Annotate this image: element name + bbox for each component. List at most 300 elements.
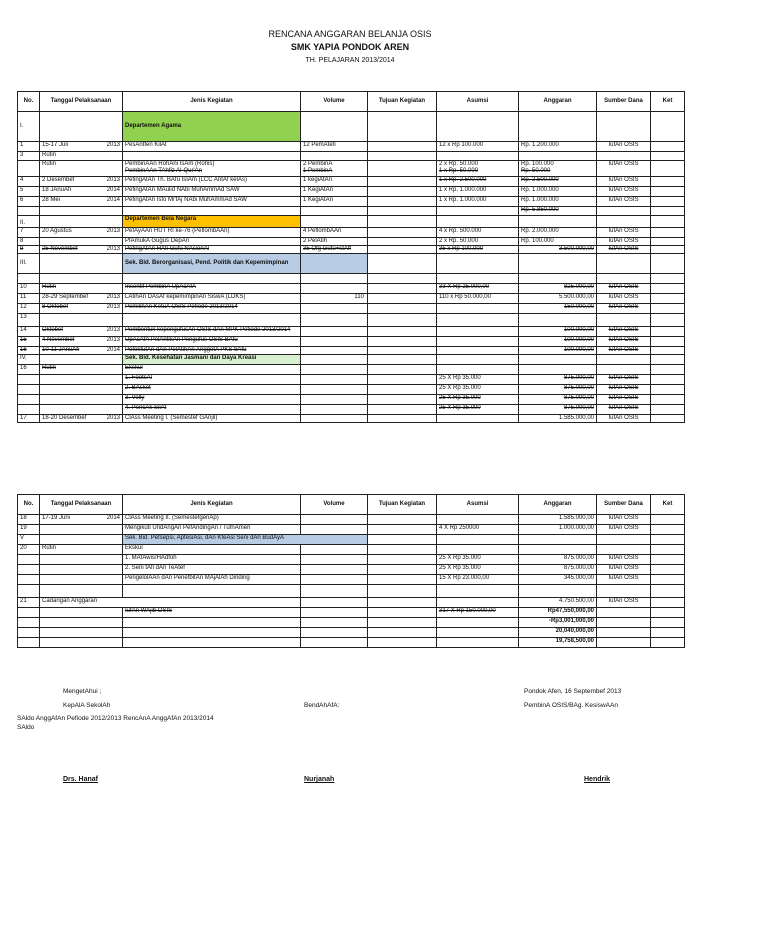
table-cell: 25 X Rp 35.000 (437, 565, 519, 575)
table-cell (40, 515, 123, 525)
table-cell: 4 PeflombAAn (301, 228, 368, 238)
table-cell (368, 405, 437, 415)
table-cell: 20 (18, 545, 40, 555)
table-cell: 20,040,000,00 (519, 628, 597, 638)
table-cell: 25 X Rp 35.000 (437, 375, 519, 385)
table-cell (437, 216, 519, 228)
table-cell: PesAntfen KilAt (123, 142, 301, 152)
table-cell (651, 197, 685, 207)
table-cell: Rp. 2.000.000 (519, 228, 597, 238)
table-header-cell: Tanggal Pelaksanaan (40, 495, 123, 515)
table-cell: Rp. 1.200.000 (519, 142, 597, 152)
table-cell (301, 585, 368, 598)
table-cell: 345.000,00 (519, 575, 597, 585)
table-cell (301, 347, 368, 355)
subtotal-row (18, 207, 685, 216)
table-cell (368, 565, 437, 575)
table-cell: 15 X Rp 23.000,00 (437, 575, 519, 585)
table-cell: 3 (18, 152, 40, 161)
table-cell (437, 598, 519, 608)
table-cell (651, 415, 685, 423)
table-cell (651, 385, 685, 395)
table-cell (40, 337, 123, 347)
table-cell (437, 355, 519, 365)
table-cell (18, 555, 40, 565)
table-cell (651, 161, 685, 177)
table-cell: 1.000.000,00 (519, 525, 597, 535)
table-cell: 6 (18, 197, 40, 207)
table-row (18, 238, 685, 246)
table-row (18, 525, 685, 535)
table-cell (123, 585, 301, 598)
table-cell: 7 (18, 228, 40, 238)
table-cell: IufAn OSIS (597, 304, 651, 314)
table-cell (18, 618, 40, 628)
table-row (18, 395, 685, 405)
table-cell (651, 575, 685, 585)
table-cell (651, 228, 685, 238)
table-cell: IufAn OSIS (597, 575, 651, 585)
section-title: Sek. Bid. Pefsepsi, ApfesiAsi, dAn KfeAsi Seni dAn BudAyA (123, 535, 368, 545)
headmaster-label: KepAlA SekolAh (63, 702, 111, 709)
table-cell: 1 KegiAtAn (301, 187, 368, 197)
cell-text: 2 x Rp. 50.000 (439, 161, 479, 167)
table-cell (40, 638, 123, 648)
table-cell (301, 284, 368, 294)
table-cell (368, 246, 437, 254)
table-cell: 110 x Rp 50.000,00 (437, 294, 519, 304)
table-cell: 1 x Rp. 1.000.000 (437, 187, 519, 197)
table-cell: 16 (18, 365, 40, 375)
table-cell: Rutin (40, 365, 123, 375)
table-cell (519, 314, 597, 327)
table-cell (40, 525, 123, 535)
table-cell (301, 608, 368, 618)
cell-text: 25 Novembef (42, 246, 78, 252)
table-cell: 1 kegiAtAn (301, 177, 368, 187)
table-cell: 100.000,00 (519, 337, 597, 347)
table-cell: Rutin (40, 161, 123, 177)
table-cell (597, 112, 651, 142)
table-cell (651, 525, 685, 535)
table-cell (301, 304, 368, 314)
table-cell (301, 161, 368, 177)
table-cell (18, 565, 40, 575)
table-cell: LAtihAn DAsAf kepemimpinAn SiswA (LDKS) (123, 294, 301, 304)
table-cell (40, 555, 123, 565)
table-cell: 12 (18, 304, 40, 314)
table-header-cell: Jenis Kegiatan (123, 495, 301, 515)
table-row (18, 365, 685, 375)
table-cell (368, 525, 437, 535)
table-cell (301, 405, 368, 415)
document-title: RENCANA ANGGARAN BELANJA OSIS (268, 29, 432, 39)
table-cell: IufAn OSIS (597, 337, 651, 347)
table-cell: 9 (18, 246, 40, 254)
table-header-cell: Asumsi (437, 495, 519, 515)
table-cell (651, 585, 685, 598)
table-cell (368, 254, 437, 274)
table-cell: Rutin (40, 545, 123, 555)
table-row (18, 327, 685, 337)
table-cell: IufAn OSIS (597, 228, 651, 238)
section-title: Departemen Bela Negara (123, 216, 301, 228)
table-cell (651, 112, 685, 142)
table-cell: 8 (18, 238, 40, 246)
table-cell (40, 228, 123, 238)
table-cell (40, 405, 123, 415)
table-cell (368, 608, 437, 618)
table-cell: IufAn OSIS (597, 284, 651, 294)
table-cell: Ekskul (123, 365, 301, 375)
cell-text: PembinAAn TAhfiz Al-Qur'An (125, 167, 202, 174)
cell-text: 2 Desembef (42, 177, 75, 183)
cell-text: 2014 (106, 187, 120, 193)
table-cell (301, 555, 368, 565)
table-row (18, 294, 685, 304)
table-cell (651, 565, 685, 575)
table-cell (597, 585, 651, 598)
table-cell (40, 246, 123, 254)
spacer-row (18, 274, 685, 284)
table-row (18, 284, 685, 294)
table-cell (40, 314, 123, 327)
table-cell (18, 575, 40, 585)
table-cell: 25 X Rp 35.000 (437, 405, 519, 415)
table-cell: IufAn OSIS (597, 246, 651, 254)
table-cell (301, 395, 368, 405)
table-cell (301, 525, 368, 535)
table-row (18, 405, 685, 415)
table-row (18, 152, 685, 161)
table-cell (18, 385, 40, 395)
table-cell: IufAn OSIS (597, 405, 651, 415)
table-cell (437, 207, 519, 216)
total-row (18, 638, 685, 648)
table-cell: Rp. 1.000.000 (519, 197, 597, 207)
table-cell: Rp. 2.500.000 (519, 177, 597, 187)
table-cell: PefingAtAn Isfo Mi'fAj NAbi MuhAmmAd SAW (123, 197, 301, 207)
table-cell (368, 197, 437, 207)
table-cell (437, 585, 519, 598)
col-volume: Volume (301, 92, 368, 112)
table-cell (301, 152, 368, 161)
table-cell (437, 618, 519, 628)
table-cell (437, 515, 519, 525)
table-cell (40, 177, 123, 187)
table-cell: 4 x Rp. 500.000 (437, 228, 519, 238)
table-cell (597, 207, 651, 216)
table-header-cell: Volume (301, 495, 368, 515)
table-cell (519, 585, 597, 598)
table-cell (651, 405, 685, 415)
table-cell (437, 152, 519, 161)
cell-text: Oktobef (42, 327, 64, 333)
col-assumption: Asumsi (437, 92, 519, 112)
table-row (18, 197, 685, 207)
table-cell: 1.585.000,00 (519, 515, 597, 525)
table-cell: Pembentuk kepengufusAn OSIS dAn MPK Pefiode 2013/2014 (123, 327, 301, 337)
table-cell: 21 (18, 598, 40, 608)
table-cell (368, 638, 437, 648)
table-cell: 12 PemAtefi (301, 142, 368, 152)
table-cell (651, 515, 685, 525)
table-cell (301, 575, 368, 585)
table-cell: 1 KegiAtAn (301, 197, 368, 207)
table-cell: 100.000,00 (519, 327, 597, 337)
cell-text: 2013 (106, 228, 120, 234)
table-cell: III. (18, 254, 40, 274)
table-cell (18, 405, 40, 415)
cell-text: 2 PembinA (303, 161, 333, 167)
table-cell (301, 207, 368, 216)
table-cell (368, 142, 437, 152)
table-cell (301, 385, 368, 395)
table-cell (651, 395, 685, 405)
table-cell: 1. FootsAl (123, 375, 301, 385)
table-cell: 2. BAsket (123, 385, 301, 395)
table-cell: I. (18, 112, 40, 142)
table-cell (123, 638, 301, 648)
table-row (18, 575, 685, 585)
table-cell (368, 314, 437, 327)
table-row (18, 598, 685, 608)
table-cell (368, 545, 437, 555)
table-cell (651, 628, 685, 638)
table-cell (437, 274, 519, 284)
table-row (18, 347, 685, 355)
total-row (18, 628, 685, 638)
table-cell (40, 375, 123, 385)
table-cell: 14 (18, 327, 40, 337)
table-cell: IufAn OSIS (597, 415, 651, 423)
table-cell (40, 327, 123, 337)
signature-headmaster: Drs. Hanaf (63, 776, 99, 783)
table-cell (301, 254, 368, 274)
advisor-label: PembinA OSIS/BAg. KesiswAAn (524, 702, 618, 709)
table-cell (301, 618, 368, 628)
table-cell (368, 365, 437, 375)
table-cell: Rp. 100.000 (519, 238, 597, 246)
table-cell (40, 585, 123, 598)
table-cell (368, 628, 437, 638)
table-row (18, 565, 685, 575)
table-cell (368, 274, 437, 284)
table-cell (368, 385, 437, 395)
cell-text: 2013 (106, 246, 120, 252)
table-cell (301, 598, 368, 608)
table-cell (519, 216, 597, 228)
table-row (18, 304, 685, 314)
table-cell: PfAmukA Gugus DepAn (123, 238, 301, 246)
table-cell: IufAn WAjib OSIS (123, 608, 301, 618)
table-cell (301, 375, 368, 385)
table-cell (40, 608, 123, 618)
table-cell: V (18, 535, 40, 545)
table-cell (651, 375, 685, 385)
table-cell (651, 284, 685, 294)
cell-text: PembinAAn RohAni IsAm (Rohis) (125, 161, 215, 167)
table-header-cell: No. (18, 495, 40, 515)
table-cell (123, 274, 301, 284)
table-cell: PengelolAAn dAn PenefbitAn MAjAlAh Dinding (123, 575, 301, 585)
table-cell (597, 152, 651, 161)
table-cell (301, 216, 368, 228)
table-cell (651, 246, 685, 254)
section-row (18, 355, 685, 365)
table-cell (597, 545, 651, 555)
table-cell: PemilihAn KetuA OSIS Pefiode 2013/2014 (123, 304, 301, 314)
table-cell: 2 PelAtih (301, 238, 368, 246)
table-cell (368, 415, 437, 423)
cell-text: 2014 (106, 515, 120, 521)
table-cell: 2. Seni tAfi dAn TeAtef (123, 565, 301, 575)
table-cell (437, 314, 519, 327)
table-cell: 33 X Rp 25.000,00 (437, 284, 519, 294)
table-cell: 4. PencAk SilAt (123, 405, 301, 415)
cell-text: 2013 (106, 294, 120, 300)
table-row (18, 385, 685, 395)
table-cell (519, 365, 597, 375)
table-cell (519, 545, 597, 555)
table-cell (301, 545, 368, 555)
table-cell (651, 304, 685, 314)
table-cell (18, 161, 40, 177)
table-cell: IufAn OSIS (597, 347, 651, 355)
table-cell: 10 (18, 284, 40, 294)
table-cell: 875.000,00 (519, 565, 597, 575)
table-cell (368, 207, 437, 216)
table-cell: 1 x Rp. 1.000.000 (437, 197, 519, 207)
table-cell (519, 535, 597, 545)
cell-text: 2013 (106, 337, 120, 343)
table-cell: IufAn OSIS (597, 294, 651, 304)
table-cell: IufAn OSIS (597, 565, 651, 575)
table-cell (368, 112, 437, 142)
table-cell (651, 216, 685, 228)
table-cell: Rutin (40, 152, 123, 161)
table-header-cell: Ket (651, 495, 685, 515)
table-cell (368, 216, 437, 228)
signature-advisor: Hendrik (584, 776, 611, 783)
table-cell (368, 585, 437, 598)
table-cell: 25 X Rp 35.000 (437, 385, 519, 395)
table-header-cell: Anggaran (519, 495, 597, 515)
table-cell (368, 161, 437, 177)
table-cell: 4.750.500,00 (519, 598, 597, 608)
table-cell: 1 x Rp. 2.500.000 (437, 177, 519, 187)
table-cell: 875.000,00 (519, 555, 597, 565)
table-cell (368, 347, 437, 355)
cell-text: 2013 (106, 327, 120, 333)
table-cell (40, 207, 123, 216)
table-cell: IV. (18, 355, 40, 365)
cell-text: 20 Agustus (42, 228, 72, 234)
table-cell (40, 385, 123, 395)
cell-text: 1 x Rp. 50.000 (439, 167, 479, 174)
cell-text: Rp. 50.000 (521, 167, 551, 174)
table-cell: IufAn OSIS (597, 197, 651, 207)
table-cell (651, 142, 685, 152)
table-cell (40, 565, 123, 575)
table-cell (597, 618, 651, 628)
col-budget: Anggaran (519, 92, 597, 112)
table-cell (651, 327, 685, 337)
table-cell: IufAn OSIS (597, 555, 651, 565)
table-cell (651, 598, 685, 608)
table-cell: 1 (18, 142, 40, 152)
table-cell (368, 555, 437, 565)
cell-text: 2014 (106, 347, 120, 353)
table-cell (597, 216, 651, 228)
table-cell (301, 515, 368, 525)
table-cell: IufAn OSIS (597, 525, 651, 535)
table-cell (123, 161, 301, 177)
table-cell: PefekfutAn dAn PelAtihAn AnggotA PKS bAfu (123, 347, 301, 355)
table-row (18, 177, 685, 187)
table-cell (651, 207, 685, 216)
table-cell (651, 347, 685, 355)
section-row (18, 112, 685, 142)
table-cell (597, 314, 651, 327)
table-cell: 13 (18, 314, 40, 327)
table-row (18, 415, 685, 423)
table-cell (651, 294, 685, 304)
table-cell: -Rp3,001,000,00 (519, 618, 597, 628)
table-cell (437, 415, 519, 423)
cell-text: 2014 (106, 197, 120, 203)
table-cell: IufAn OSIS (597, 395, 651, 405)
table-cell (368, 515, 437, 525)
table-cell: 16 (18, 347, 40, 355)
total-row (18, 618, 685, 628)
table-cell (437, 638, 519, 648)
table-cell (519, 112, 597, 142)
table-cell (368, 177, 437, 187)
table-cell: 3.500.000,00 (519, 246, 597, 254)
table-row (18, 337, 685, 347)
table-cell (519, 355, 597, 365)
table-header-cell: Tujuan Kegiatan (368, 495, 437, 515)
table-cell (368, 152, 437, 161)
section-title: Sek. Bid. Berorganisasi, Pend. Politik dan Kepemimpinan (123, 254, 301, 274)
table-cell: Rp. 5.850.000 (519, 207, 597, 216)
table-cell: PefingAtAn HAfi Gufu NAsionAl (123, 246, 301, 254)
section-row (18, 216, 685, 228)
col-note: Ket (651, 92, 685, 112)
total-row (18, 608, 685, 618)
table-cell: 25 X Rp 35.000 (437, 395, 519, 405)
table-cell (368, 327, 437, 337)
table-cell (18, 608, 40, 618)
table-cell (301, 337, 368, 347)
table-cell (40, 355, 123, 365)
table-cell (40, 142, 123, 152)
table-cell: IufAn OSIS (597, 385, 651, 395)
table-cell (40, 618, 123, 628)
table-cell (40, 347, 123, 355)
cell-text: 2013 (106, 142, 120, 148)
table-cell (437, 304, 519, 314)
table-cell (40, 216, 123, 228)
table-row (18, 515, 685, 525)
table-cell: 317 X Rp 150.000,00 (437, 608, 519, 618)
budget-table-2 (17, 494, 685, 648)
table-cell (437, 365, 519, 375)
table-cell: 11 (18, 294, 40, 304)
table-cell: 19,758,500,00 (519, 638, 597, 648)
table-cell (519, 152, 597, 161)
